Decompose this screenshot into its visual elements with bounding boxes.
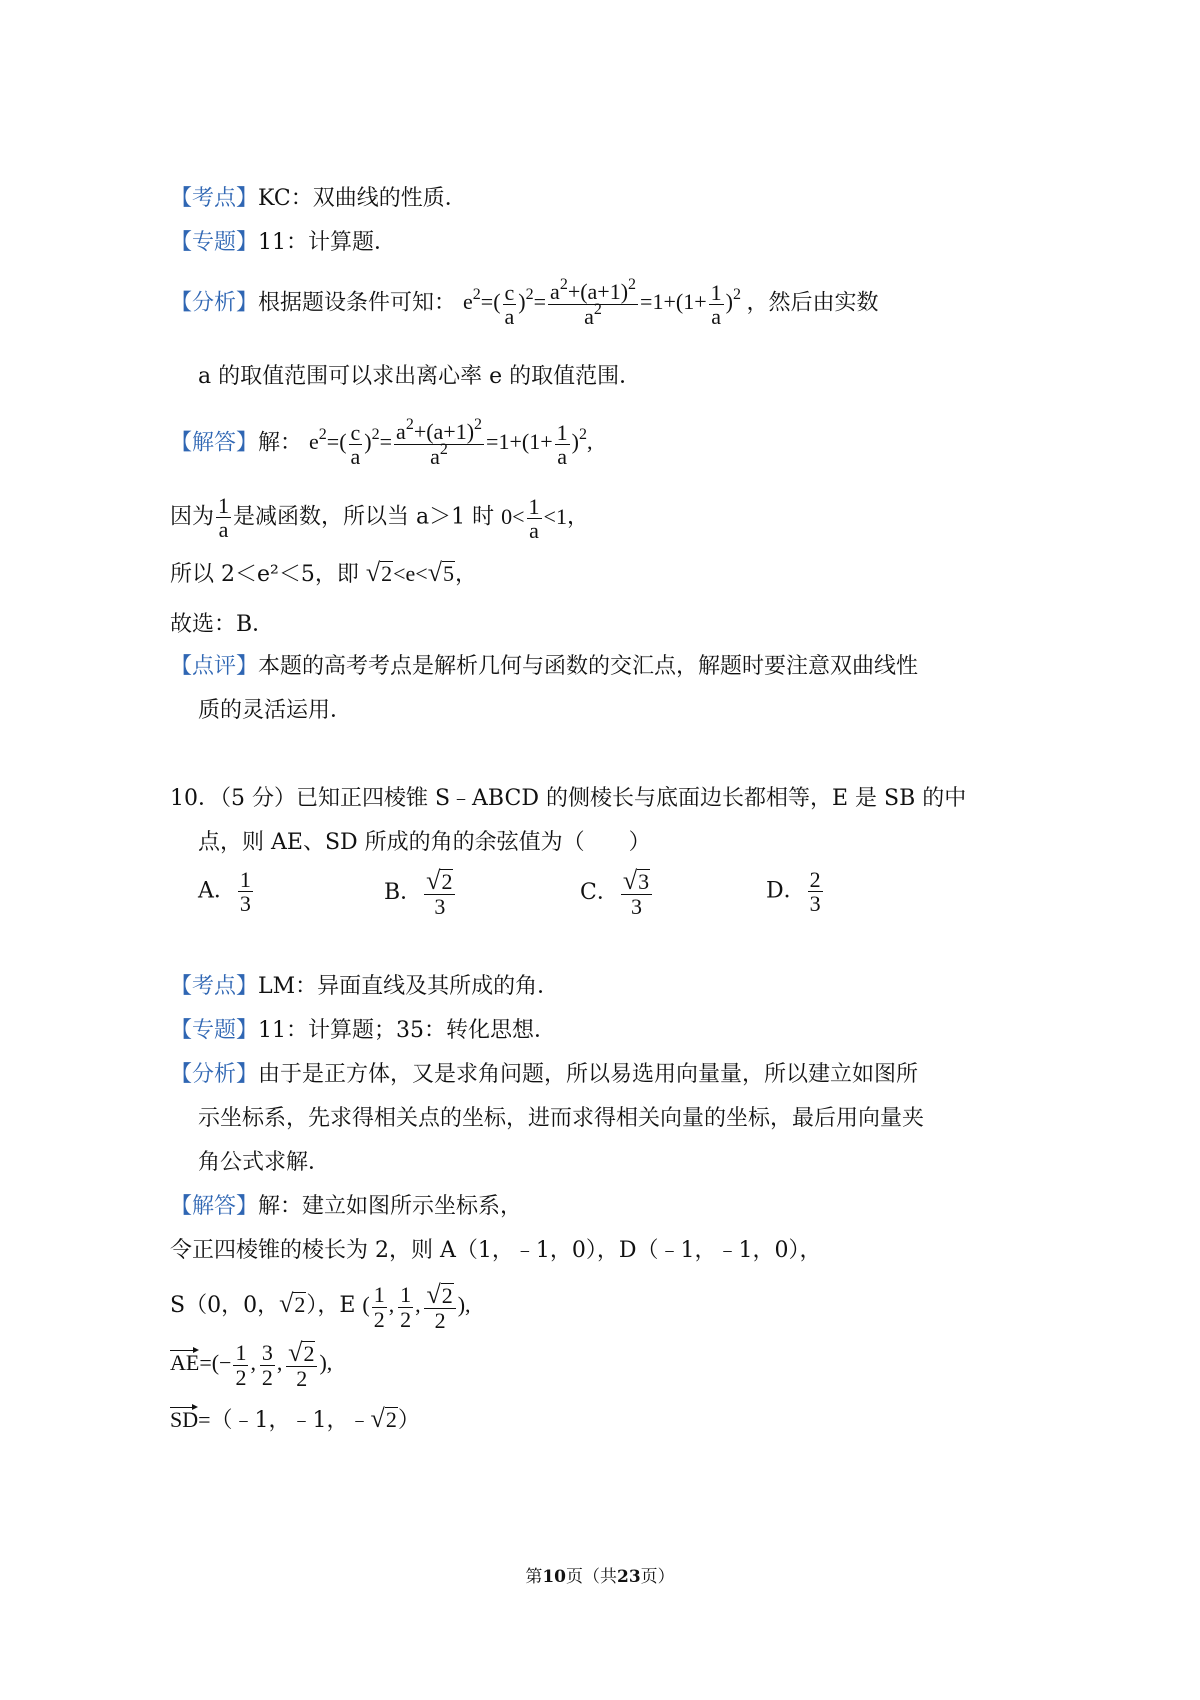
option-a-den: 3: [239, 891, 251, 917]
fenxi2-tag: 【分析】: [170, 1062, 259, 1087]
footer-mid: 页（共: [566, 1567, 617, 1587]
option-d-num: 2: [809, 867, 821, 892]
coords-line1: 令正四棱锥的棱长为 2，则 A（1，﹣1，0），D（﹣1，﹣1，0），: [170, 1238, 822, 1263]
kaodian-text: KC：双曲线的性质．: [258, 186, 467, 211]
page-footer: [0, 1562, 1200, 1587]
step1-mid: 是减函数，所以当 a＞1 时: [233, 504, 495, 530]
zhuanti-line: [170, 232, 396, 254]
vector-sd-text: （﹣1，﹣1，﹣: [210, 1408, 371, 1433]
fenxi2-line1: [170, 1064, 918, 1086]
solution-formula: $e^2=$( $\frac{c}{a}$ )$^2$= $\frac{a^2+(a+1)^2}{a^2}$ =1+(1+ $\frac{1}{a}$ )$^2$,: [309, 416, 593, 469]
coords-e-lead: ），E: [306, 1293, 356, 1319]
option-a-label: A．: [198, 878, 236, 904]
option-b-den: 3: [434, 894, 446, 919]
kaodian-tag: 【考点】: [170, 186, 259, 211]
footer-pre: 第: [525, 1567, 543, 1587]
sqrt2-sd: √ 2: [370, 1404, 397, 1433]
fenxi-line: [170, 276, 879, 329]
fenxi-lead: 根据题设条件可知：: [258, 290, 457, 316]
q10-option-d: [766, 868, 825, 915]
vector-ae-label: AE: [170, 1350, 200, 1376]
sqrt-range-formula: √ 2 <e< √ 5: [365, 558, 454, 587]
q10-option-c: C． √ 3 3: [580, 868, 654, 918]
fenxi2-line3: 角公式求解．: [198, 1150, 331, 1175]
zhuanti2-tag: 【专题】: [170, 1018, 259, 1043]
footer-total-pages: 23: [617, 1567, 641, 1587]
jieda2-tag: 【解答】: [170, 1194, 259, 1219]
jieda-line: [170, 416, 593, 469]
kaodian2-line: [170, 976, 559, 998]
fenxi-line2: a 的取值范围可以求出离心率 e 的取值范围．: [198, 364, 642, 389]
option-c-root: 3: [638, 868, 650, 894]
one-over-a: $\frac{1}{a}$: [218, 493, 230, 543]
dianping-text: 本题的高考考点是解析几何与函数的交汇点，解题时要注意双曲线性: [258, 654, 919, 679]
dianping-tag: 【点评】: [170, 654, 259, 679]
q10-option-a: [198, 868, 255, 915]
dianping-line: [170, 656, 918, 678]
q10-stem-line1: 10．（5 分）已知正四棱锥 S﹣ABCD 的侧棱长与底面边长都相等，E 是 SB 的中: [170, 786, 967, 811]
fenxi2-line2: 示坐标系，先求得相关点的坐标，进而求得相关向量的坐标，最后用向量夹: [198, 1106, 925, 1131]
fenxi-tag: 【分析】: [170, 290, 259, 316]
option-d-den: 3: [809, 891, 821, 917]
inequality-formula: 0< $\frac{1}{a}$ <1: [501, 493, 567, 544]
footer-post: 页）: [640, 1567, 675, 1587]
answer-line: 故选：B．: [170, 612, 275, 637]
vector-ae-formula: =(− $\frac{1}{2}$ , $\frac{3}{2}$ , √ 2 2 ),: [199, 1338, 333, 1391]
option-b-label: B．: [384, 880, 423, 906]
fenxi2-text1: 由于是正方体，又是求角问题，所以易选用向量量，所以建立如图所: [258, 1062, 919, 1087]
step2-line: [170, 560, 477, 586]
vector-sd-line: SD=（﹣1，﹣1，﹣ √ 2 ）: [170, 1404, 420, 1433]
step1-line: [170, 494, 589, 542]
jieda2-text: 解：建立如图所示坐标系，: [258, 1194, 523, 1219]
zhuanti2-text: 11：计算题；35：转化思想．: [258, 1018, 557, 1043]
option-c-den: 3: [630, 894, 642, 919]
step1-lead: 因为: [170, 504, 215, 530]
step2-lead: 所以 2＜e²＜5，即: [170, 562, 359, 587]
option-d-label: D．: [766, 878, 806, 904]
jieda-lead: 解：: [258, 430, 303, 456]
kaodian2-tag: 【考点】: [170, 974, 259, 999]
zhuanti2-line: [170, 1020, 556, 1042]
kaodian2-text: LM：异面直线及其所成的角．: [258, 974, 560, 999]
jieda-tag: 【解答】: [170, 430, 259, 456]
zhuanti-text: 11：计算题．: [258, 230, 397, 255]
eccentricity-formula: $e^2=$( $\frac{c}{a}$ )$^2$= $\frac{a^2+(a+1)^2}{a^2}$ =1+(1+ $\frac{1}{a}$ )$^2$: [463, 276, 741, 329]
step2-end: ，: [454, 562, 477, 587]
zhuanti-tag: 【专题】: [170, 230, 259, 255]
fenxi-tail: ，然后由实数: [746, 290, 879, 316]
vector-ae-line: [170, 1340, 332, 1390]
q10-stem-line2: 点，则 AE、SD 所成的角的余弦值为（ ）: [198, 830, 651, 855]
option-c-label: C．: [580, 880, 619, 906]
jieda2-line: [170, 1196, 522, 1218]
coords-s-lead: S（0，0，: [170, 1293, 280, 1319]
footer-page-number: 10: [542, 1567, 566, 1587]
option-b-root: 2: [441, 868, 453, 894]
kaodian-line: [170, 188, 467, 210]
coords-line2: [170, 1282, 471, 1332]
dianping-line2: 质的灵活运用．: [198, 698, 353, 723]
option-a-num: 1: [239, 867, 251, 892]
q10-option-b: B． √ 2 3: [384, 868, 457, 918]
point-e-formula: ( $\frac{1}{2}$ , $\frac{1}{2}$ , √ 2 2 ),: [362, 1280, 471, 1333]
sqrt2-s: √ 2: [279, 1289, 306, 1319]
step1-end: ，: [566, 504, 589, 530]
vector-sd-label: SD: [170, 1407, 199, 1432]
